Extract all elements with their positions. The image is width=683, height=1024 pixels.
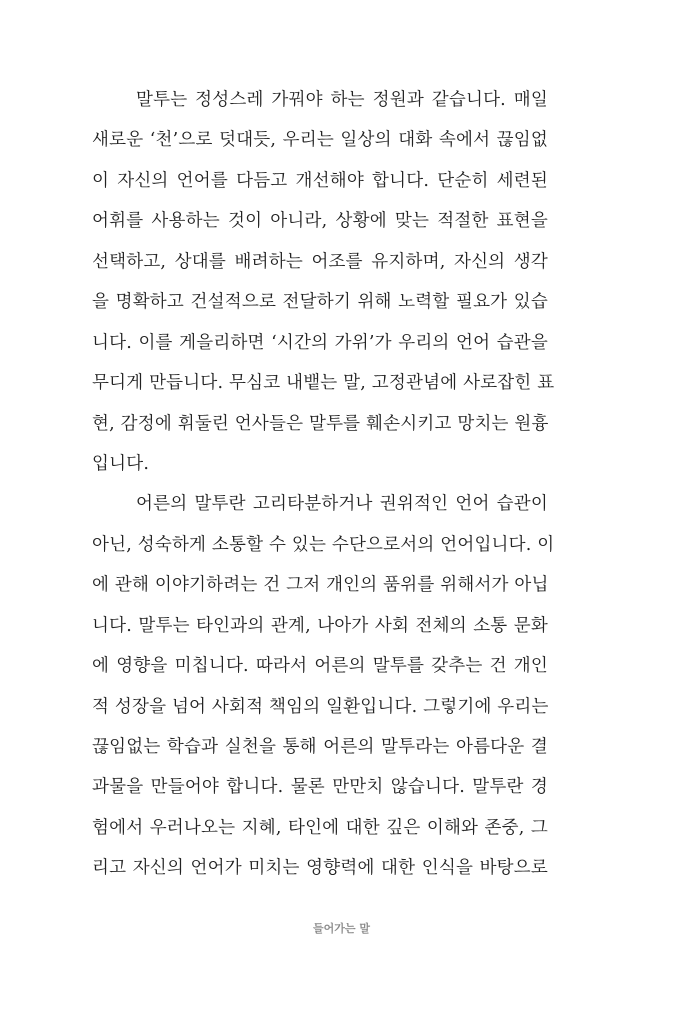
- text-line: 에 영향을 미칩니다. 따라서 어른의 말투를 갖추는 건 개인: [92, 656, 548, 677]
- text-line: 니다. 이를 게을리하면 ‘시간의 가위’가 우리의 언어 습관을: [92, 332, 548, 353]
- text-line: 어른의 말투란 고리타분하거나 권위적인 언어 습관이: [136, 494, 548, 515]
- text-line: 선택하고, 상대를 배려하는 어조를 유지하며, 자신의 생각: [92, 251, 548, 272]
- text-line: 현, 감정에 휘둘린 언사들은 말투를 훼손시키고 망치는 원흉: [92, 413, 549, 434]
- text-line: 끊임없는 학습과 실천을 통해 어른의 말투라는 아름다운 결: [92, 737, 548, 757]
- text-line: 어휘를 사용하는 것이 아니라, 상황에 맞는 적절한 표현을: [92, 211, 548, 232]
- text-line: 적 성장을 넘어 사회적 책임의 일환입니다. 그렇기에 우리는: [92, 696, 549, 717]
- text-line: 아닌, 성숙하게 소통할 수 있는 수단으로서의 언어입니다. 이: [92, 534, 555, 555]
- text-line: 말투는 정성스레 가꿔야 하는 정원과 같습니다. 매일: [136, 90, 548, 110]
- text-line: 험에서 우러나오는 지혜, 타인에 대한 깊은 이해와 존중, 그: [92, 817, 548, 838]
- text-line: 무디게 만듭니다. 무심코 내뱉는 말, 고정관념에 사로잡힌 표: [92, 373, 555, 394]
- text-line: 니다. 말투는 타인과의 관계, 나아가 사회 전체의 소통 문화: [92, 615, 548, 636]
- text-line: 새로운 ‘천’으로 덧대듯, 우리는 일상의 대화 속에서 끊임없: [92, 130, 548, 151]
- text-line: 이 자신의 언어를 다듬고 개선해야 합니다. 단순히 세련된: [92, 170, 548, 191]
- running-footer: 들어가는 말: [313, 922, 370, 935]
- text-line: 을 명확하고 건설적으로 전달하기 위해 노력할 필요가 있습: [92, 292, 548, 313]
- text-line: 과물을 만들어야 합니다. 물론 만만치 않습니다. 말투란 경: [92, 777, 548, 798]
- text-line: 에 관해 이야기하려는 건 그저 개인의 품위를 위해서가 아닙: [92, 575, 549, 596]
- text-line: 리고 자신의 언어가 미치는 영향력에 대한 인식을 바탕으로: [92, 858, 548, 879]
- text-line: 입니다.: [92, 453, 150, 474]
- body-text: [92, 80, 555, 889]
